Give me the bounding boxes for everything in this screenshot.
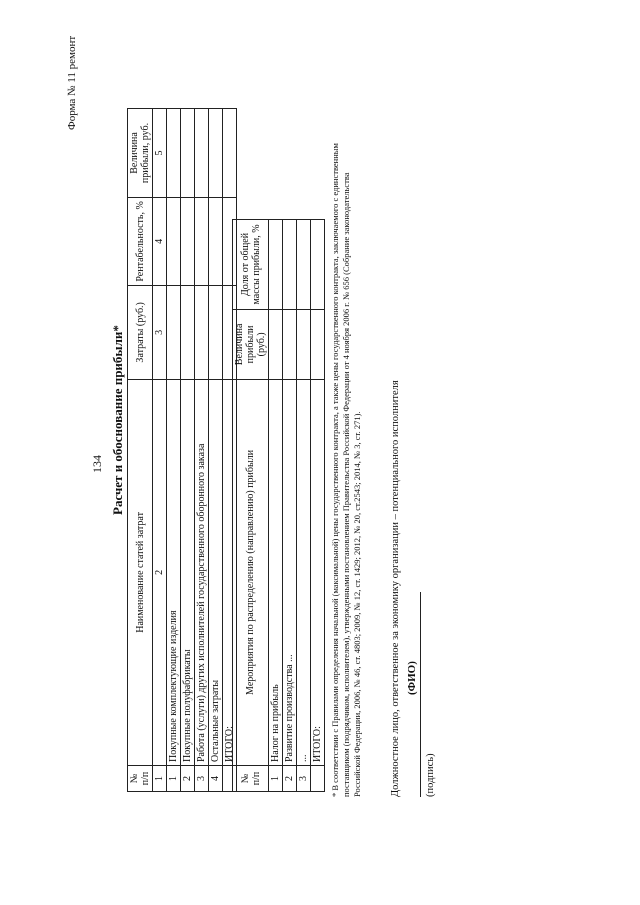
table-header-row <box>128 109 153 792</box>
header-cell: № п/п <box>233 766 269 792</box>
row-name: Покупные полуфабрикаты <box>181 379 195 765</box>
footnote: * В соответствии с Правилами определения начальной (максимальной) цены государственного контракта, а также цены государственного контракта, заключаемого с единственным поставщиком (подрядчиком, исполнителем), утвержденными постановлением Правительства Российской Федерации от 4 ноября 2006 г. № 656 (Собрание законодательства Российской Федерации, 2006, № 46, ст. 4803; 2009, № 12, ст. 1429; 2012, № 20, ст.2543; 2014, № 3, ст. 271). <box>330 143 362 797</box>
header-cell: Доля от общей массы прибыли, % <box>233 220 269 310</box>
empty-cell <box>167 285 181 379</box>
row-name: ИТОГО: <box>223 379 237 765</box>
empty-cell <box>181 285 195 379</box>
header-cell: Рентабельность, % <box>128 197 153 285</box>
empty-cell <box>269 220 283 310</box>
header-cell: Величина прибыли, руб. <box>128 109 153 198</box>
row-name: Покупные комплектующие изделия <box>167 379 181 765</box>
empty-cell <box>223 109 237 198</box>
row-name: ИТОГО: <box>311 379 325 765</box>
empty-cell <box>283 309 297 379</box>
row-name: Развитие производства ... <box>283 379 297 765</box>
table-row <box>269 220 283 792</box>
row-number: 3 <box>297 766 311 792</box>
profit-distribution-table <box>232 219 325 792</box>
row-name: Остальные затраты <box>209 379 223 765</box>
empty-cell <box>195 197 209 285</box>
row-number <box>311 766 325 792</box>
empty-cell <box>269 309 283 379</box>
row-number: 1 <box>269 766 283 792</box>
row-name: Налог на прибыль <box>269 379 283 765</box>
empty-cell <box>167 109 181 198</box>
column-number-row <box>153 109 167 792</box>
table-row <box>297 220 311 792</box>
header-cell: № п/п <box>128 766 153 792</box>
empty-cell <box>297 309 311 379</box>
column-number: 2 <box>153 379 167 765</box>
page-number: 134 <box>90 455 104 473</box>
row-name: Работа (услуги) других исполнителей государственного оборонного заказа <box>195 379 209 765</box>
responsible-person-label: Должностное лицо, ответственное за экономику организации – потенциального исполнителя <box>390 380 401 797</box>
fio-label: (ФИО) <box>406 661 418 695</box>
empty-cell <box>297 220 311 310</box>
table-row <box>195 109 209 792</box>
row-number: 1 <box>167 766 181 792</box>
signature-line <box>420 592 421 797</box>
header-cell: Мероприятия по распределению (направлению) прибыли <box>233 379 269 765</box>
header-cell: Величина прибыли (руб.) <box>233 309 269 379</box>
row-number: 2 <box>283 766 297 792</box>
table-header-row <box>233 220 269 792</box>
cost-table <box>127 108 237 792</box>
table-row <box>167 109 181 792</box>
empty-cell <box>181 109 195 198</box>
empty-cell <box>209 109 223 198</box>
empty-cell <box>311 220 325 310</box>
table-row <box>181 109 195 792</box>
empty-cell <box>283 220 297 310</box>
document-title: Расчет и обоснование прибыли* <box>110 325 125 515</box>
column-number: 3 <box>153 285 167 379</box>
signature-label: (подпись) <box>425 753 436 797</box>
column-number: 1 <box>153 766 167 792</box>
row-number: 2 <box>181 766 195 792</box>
empty-cell <box>195 109 209 198</box>
table-row <box>283 220 297 792</box>
table-row <box>209 109 223 792</box>
column-number: 5 <box>153 109 167 198</box>
row-number: 3 <box>195 766 209 792</box>
empty-cell <box>167 197 181 285</box>
form-label: Форма № 11 ремонт <box>66 35 78 130</box>
empty-cell <box>311 309 325 379</box>
empty-cell <box>209 285 223 379</box>
table-total-row <box>311 220 325 792</box>
empty-cell <box>209 197 223 285</box>
column-number: 4 <box>153 197 167 285</box>
header-cell: Затраты (руб.) <box>128 285 153 379</box>
row-number: 4 <box>209 766 223 792</box>
header-cell: Наименование статей затрат <box>128 379 153 765</box>
empty-cell <box>195 285 209 379</box>
row-name: ... <box>297 379 311 765</box>
empty-cell <box>181 197 195 285</box>
